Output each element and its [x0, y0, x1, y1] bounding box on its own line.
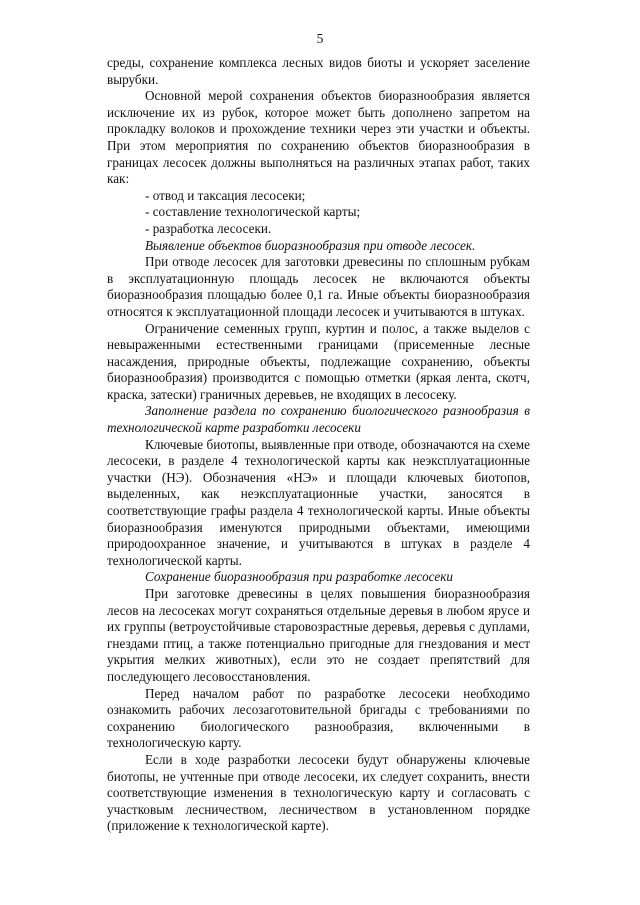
list-item-survey: - отвод и таксация лесосеки; — [145, 187, 306, 203]
section-heading-tech-map: Заполнение раздела по сохранению биологического разнообразия в технологической карте разработки лесосеки — [107, 403, 530, 436]
page-number: 5 — [316, 31, 324, 46]
paragraph-retained-trees: При заготовке древесины в целях повышения биоразнообразия лесов на лесосеках могут сохраняться отдельные деревья в любом ярусе и их группы (ветроустойчивые старовозрастные деревья, деревья с дуплами, гнездами птиц, а также потенциально пригодные для гнездования и мест укрытия мелких животных), если это не создает препятствий для последующего лесовосстановления. — [107, 586, 530, 684]
paragraph-main-measure: Основной мерой сохранения объектов биоразнообразия является исключение их из рубок, которое может быть дополнено запретом на прокладку волоков и прохождение техники через эти участки и объекты. При этом мероприятия по сохранению объектов биоразнообразия в границах лесосек должны выполняться на различных этапах работ, таких как: — [107, 88, 530, 187]
list-item-development: - разработка лесосеки. — [145, 220, 272, 236]
list-item-tech-map: - составление технологической карты; — [145, 204, 361, 220]
section-heading-conservation: Сохранение биоразнообразия при разработке лесосеки — [145, 569, 453, 585]
paragraph-clear-cut: При отводе лесосек для заготовки древесины по сплошным рубкам в эксплуатационную площадь лесосек не включаются объекты биоразнообразия площадью более 0,1 га. Иные объекты биоразнообразия относятся к эксплуатационной площади лесосек и учитываются в штуках. — [107, 254, 530, 319]
paragraph-continuation: среды, сохранение комплекса лесных видов биоты и ускоряет заселение вырубки. — [107, 55, 530, 87]
paragraph-key-biotopes: Ключевые биотопы, выявленные при отводе, обозначаются на схеме лесосеки, в разделе 4 технологической карты как неэксплуатационные участки (НЭ). Обозначения «НЭ» и площади ключевых биотопов, выделенных, как неэксплуатационные участки, заносятся в соответствующие графы раздела 4 технологической карты. Иные объекты биоразнообразия именуются природными объектами, имеющими природоохранное значение, и учитываются в штуках в разделе 4 технологической карты. — [107, 436, 530, 568]
section-heading-identification: Выявление объектов биоразнообразия при отводе лесосек. — [145, 237, 476, 253]
paragraph-unrecorded-biotopes: Если в ходе разработки лесосеки будут обнаружены ключевые биотопы, не учтенные при отводе лесосеки, их следует сохранить, внести соответствующие изменения в технологическую карту и согласовать с участковым лесничеством, лесничеством в установленном порядке (приложение к технологической карте). — [107, 751, 530, 834]
paragraph-boundary-marking: Ограничение семенных групп, куртин и полос, а также выделов с невыраженными естественными границами (присеменные лесные насаждения, природные объекты, подлежащие сохранению, объекты биоразнообразия) производится с помощью отметки (яркая лента, скотч, краска, затески) граничных деревьев, не входящих в лесосеку. — [107, 320, 530, 402]
paragraph-crew-briefing: Перед началом работ по разработке лесосеки необходимо ознакомить рабочих лесозаготовительной бригады с требованиями по сохранению биологического разнообразия, включенными в технологическую карту. — [107, 685, 530, 751]
document-body — [107, 55, 530, 835]
